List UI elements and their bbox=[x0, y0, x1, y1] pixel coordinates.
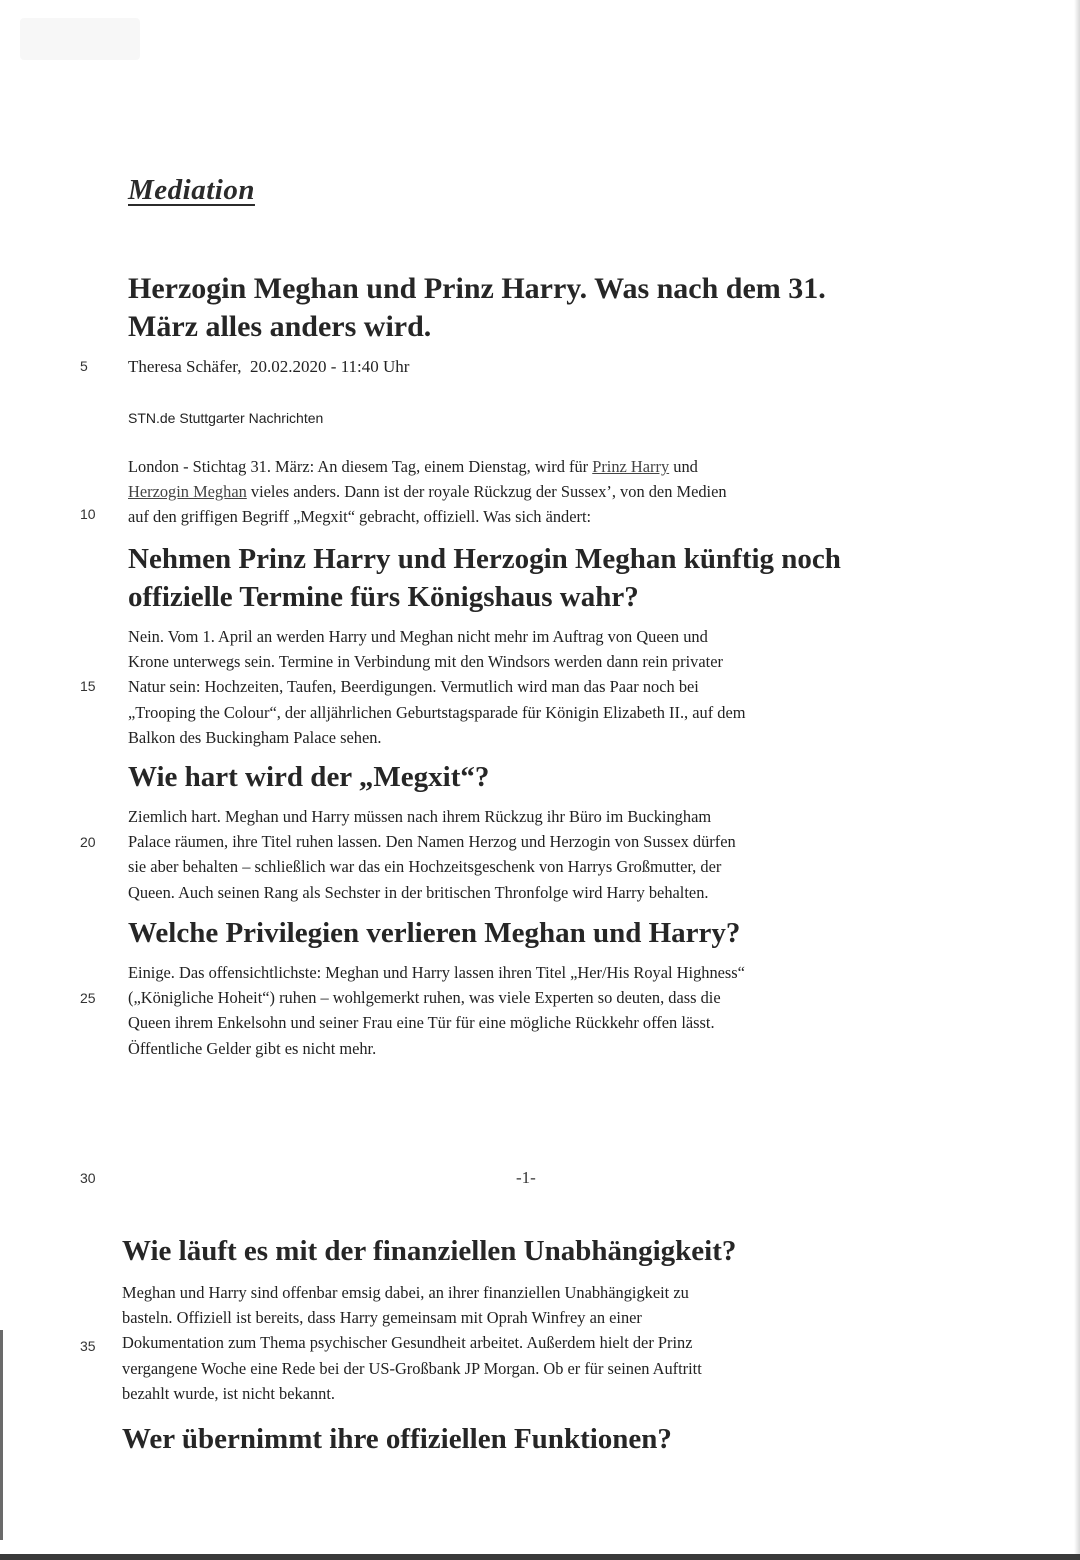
page-number: -1- bbox=[516, 1168, 536, 1187]
paragraph-line: Herzogin Meghan vieles anders. Dann ist der royale Rückzug der Sussex’, von den Medien bbox=[128, 482, 727, 502]
line-number: 5 bbox=[80, 358, 88, 374]
section-paragraph bbox=[128, 960, 938, 1061]
paragraph-line: Balkon des Buckingham Palace sehen. bbox=[128, 727, 382, 747]
heading-line: offizielle Termine fürs Königshaus wahr? bbox=[128, 581, 639, 613]
link-prinz-harry[interactable]: Prinz Harry bbox=[592, 457, 670, 476]
paragraph-line: Queen. Auch seinen Rang als Sechster in der britischen Thronfolge wird Harry behalten. bbox=[128, 882, 709, 902]
paragraph-line: London - Stichtag 31. März: An diesem Tag, einem Dienstag, wird für Prinz Harry und bbox=[128, 457, 698, 476]
line-number: 30 bbox=[80, 1170, 96, 1186]
publish-date: 20.02.2020 - 11:40 Uhr bbox=[250, 357, 410, 376]
section-heading: Welche Privilegien verlieren Meghan und Harry? bbox=[128, 917, 741, 949]
headline-line: März alles anders wird. bbox=[128, 310, 432, 343]
section-heading: Wie läuft es mit der finanziellen Unabhängigkeit? bbox=[122, 1235, 737, 1267]
section-paragraph bbox=[128, 804, 938, 905]
scan-edge-shadow bbox=[1074, 0, 1080, 1560]
line-number: 35 bbox=[80, 1338, 96, 1354]
section-heading: Wie hart wird der „Megxit“? bbox=[128, 761, 490, 793]
paragraph-line: vergangene Woche eine Rede bei der US-Großbank JP Morgan. Ob er für seinen Auftritt bbox=[122, 1358, 702, 1378]
paragraph-line: Ziemlich hart. Meghan und Harry müssen nach ihrem Rückzug ihr Büro im Buckingham bbox=[128, 807, 712, 826]
line-number: 15 bbox=[80, 678, 96, 694]
scan-smudge bbox=[20, 18, 140, 60]
paragraph-line: Krone unterwegs sein. Termine in Verbindung mit den Windsors werden dann rein privater bbox=[128, 652, 723, 672]
paragraph-line: Meghan und Harry sind offenbar emsig dabei, an ihrer finanziellen Unabhängigkeit zu bbox=[122, 1283, 689, 1302]
headline-line: Herzogin Meghan und Prinz Harry. Was nach dem 31. bbox=[128, 272, 826, 305]
byline bbox=[128, 357, 409, 377]
paragraph-line: „Trooping the Colour“, der alljährlichen Geburtstagsparade für Königin Elizabeth II., auf dem bbox=[128, 702, 746, 722]
paragraph-line: Natur sein: Hochzeiten, Taufen, Beerdigungen. Vermutlich wird man das Paar noch bei bbox=[128, 677, 699, 697]
section-heading: Wer übernimmt ihre offiziellen Funktionen? bbox=[122, 1423, 672, 1455]
author: Theresa Schäfer, bbox=[128, 357, 242, 376]
document-label: Mediation bbox=[128, 174, 255, 206]
section-paragraph bbox=[122, 1280, 932, 1406]
paragraph-line: Palace räumen, ihre Titel ruhen lassen. Den Namen Herzog und Herzogin von Sussex dürfen bbox=[128, 832, 736, 852]
paragraph-line: sie aber behalten – schließlich war das ein Hochzeitsgeschenk von Harrys Großmutter, der bbox=[128, 857, 722, 877]
paragraph-line: auf den griffigen Begriff „Megxit“ gebracht, offiziell. Was sich ändert: bbox=[128, 507, 592, 527]
line-number: 20 bbox=[80, 834, 96, 850]
source: STN.de Stuttgarter Nachrichten bbox=[128, 410, 324, 426]
paragraph-line: Nein. Vom 1. April an werden Harry und Meghan nicht mehr im Auftrag von Queen und bbox=[128, 627, 708, 646]
paragraph-line: („Königliche Hoheit“) ruhen – wohlgemerkt ruhen, was viele Experten so deuten, dass die bbox=[128, 988, 721, 1008]
line-number: 25 bbox=[80, 990, 96, 1006]
scan-bottom-edge bbox=[0, 1554, 1080, 1560]
line-number: 10 bbox=[80, 506, 96, 522]
section-heading bbox=[128, 540, 841, 616]
paragraph-line: basteln. Offiziell ist bereits, dass Harry gemeinsam mit Oprah Winfrey an einer bbox=[122, 1308, 642, 1328]
paragraph-line: Öffentliche Gelder gibt es nicht mehr. bbox=[128, 1038, 377, 1058]
paragraph-line: Einige. Das offensichtlichste: Meghan und Harry lassen ihren Titel „Her/His Royal Highness“ bbox=[128, 963, 745, 982]
paragraph-line: Queen ihrem Enkelsohn und seiner Frau eine Tür für eine mögliche Rückkehr offen lässt. bbox=[128, 1013, 715, 1033]
section-paragraph bbox=[128, 624, 938, 750]
paragraph-line: Dokumentation zum Thema psychischer Gesundheit arbeitet. Außerdem hielt der Prinz bbox=[122, 1333, 693, 1353]
article-headline bbox=[128, 270, 928, 346]
link-herzogin-meghan[interactable]: Herzogin Meghan bbox=[128, 482, 247, 502]
paragraph-line: bezahlt wurde, ist nicht bekannt. bbox=[122, 1383, 336, 1403]
scan-edge-mark bbox=[0, 1330, 3, 1540]
intro-paragraph bbox=[128, 454, 938, 530]
heading-line: Nehmen Prinz Harry und Herzogin Meghan künftig noch bbox=[128, 543, 841, 575]
